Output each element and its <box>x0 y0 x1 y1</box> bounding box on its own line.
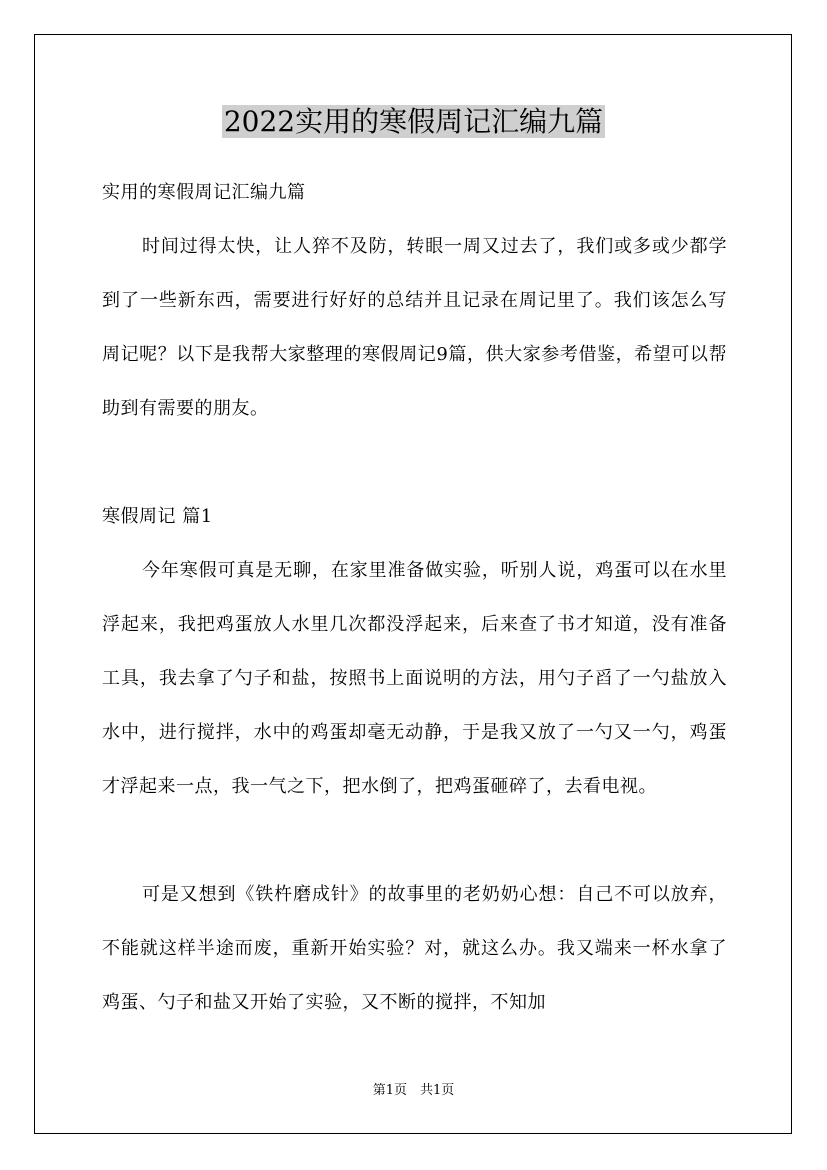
intro-paragraph: 时间过得太快，让人猝不及防，转眼一周又过去了，我们或多或少都学到了一些新东西，需要进行好好的总结并且记录在周记里了。我们该怎么写周记呢？以下是我帮大家整理的寒假周记9篇，供大家参考借鉴，希望可以帮助到有需要的朋友。 <box>102 236 727 419</box>
body-paragraph-1: 今年寒假可真是无聊，在家里准备做实验，听别人说，鸡蛋可以在水里浮起来，我把鸡蛋放人水里几次都没浮起来，后来查了书才知道，没有准备工具，我去拿了勺子和盐，按照书上面说明的方法，用勺子舀了一勺盐放入水中，进行搅拌，水中的鸡蛋却毫无动静，于是我又放了一勺又一勺，鸡蛋才浮起来一点，我一气之下，把水倒了，把鸡蛋砸碎了，去看电视。 <box>102 560 727 797</box>
document-title-text: 2022实用的寒假周记汇编九篇 <box>223 105 604 138</box>
document-title <box>0 102 827 142</box>
document-subtitle: 实用的寒假周记汇编九篇 <box>102 182 306 203</box>
body-paragraph-2: 可是又想到《铁杵磨成针》的故事里的老奶奶心想：自己不可以放弃，不能就这样半途而废，重新开始实验？对，就这么办。我又端来一杯水拿了鸡蛋、勺子和盐又开始了实验，又不断的搅拌，不知加 <box>102 884 727 1013</box>
section-heading: 寒假周记 篇1 <box>102 506 213 527</box>
page-footer: 第1页 共1页 <box>372 1083 455 1098</box>
